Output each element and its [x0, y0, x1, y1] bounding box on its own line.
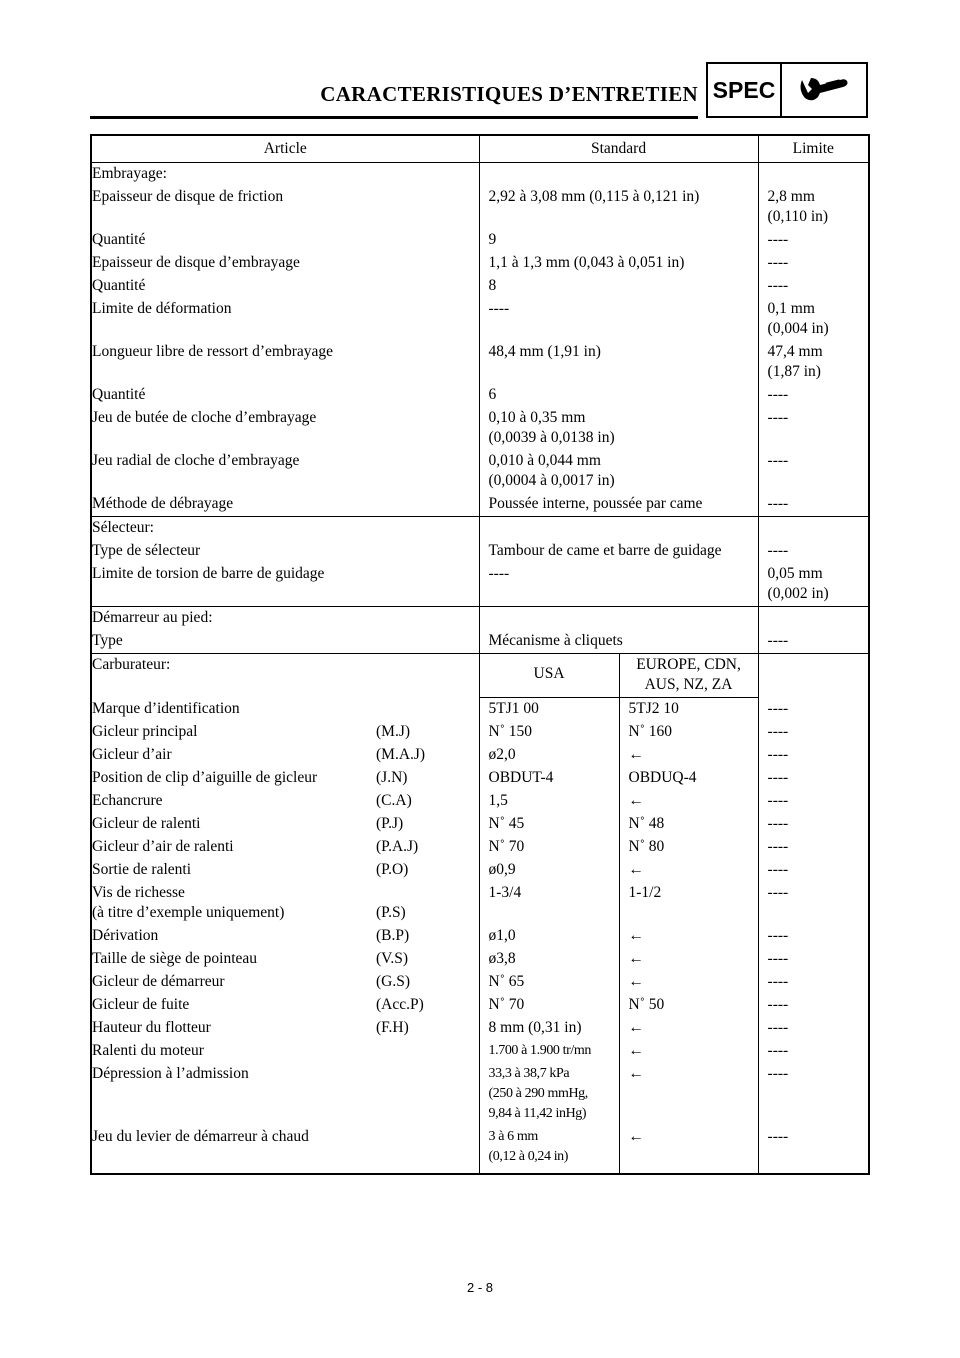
- table-row: [91, 229, 869, 252]
- row-value-europe: ←: [619, 790, 758, 813]
- row-limit: ----: [758, 971, 869, 994]
- row-limit: ----: [758, 1126, 869, 1174]
- row-label: Quantité: [92, 386, 146, 403]
- section-heading: Sélecteur:: [91, 517, 479, 541]
- table-row: [91, 813, 869, 836]
- row-label: Gicleur de ralenti: [92, 815, 201, 832]
- row-label: Limite de torsion de barre de guidage: [92, 565, 325, 582]
- row-value-europe: ←: [619, 925, 758, 948]
- table-row: [91, 384, 869, 407]
- page-header: [90, 62, 870, 120]
- col-header-standard: Standard: [479, 135, 758, 163]
- table-row: [91, 698, 869, 722]
- row-value-usa: N˚ 65: [479, 971, 619, 994]
- row-limit: ----: [758, 698, 869, 722]
- row-value-usa: 5TJ1 00: [479, 698, 619, 722]
- row-code: [376, 698, 479, 722]
- section-heading-row: [91, 517, 869, 541]
- row-limit: 0,1 mm (0,004 in): [758, 298, 869, 341]
- row-limit: ----: [758, 767, 869, 790]
- row-standard: Poussée interne, poussée par came: [479, 493, 758, 517]
- row-code: (P.S): [376, 904, 406, 921]
- table-row: [91, 298, 869, 341]
- row-standard: ----: [479, 298, 758, 341]
- row-value-usa: 8 mm (0,31 in): [479, 1017, 619, 1040]
- row-limit: ----: [758, 1040, 869, 1063]
- table-row: [91, 540, 869, 563]
- row-value-europe: ←: [619, 1017, 758, 1040]
- row-value-europe: N˚ 48: [619, 813, 758, 836]
- row-label: Dérivation: [92, 927, 159, 944]
- row-limit: ----: [758, 450, 869, 493]
- row-limit: ----: [758, 229, 869, 252]
- row-value-europe: ←: [619, 948, 758, 971]
- row-label: Gicleur de démarreur: [92, 973, 225, 990]
- row-value-europe: 5TJ2 10: [619, 698, 758, 722]
- row-label: Quantité: [92, 277, 146, 294]
- row-code: (P.A.J): [376, 838, 419, 855]
- row-value-europe: N˚ 160: [619, 721, 758, 744]
- section-heading-row: [91, 607, 869, 631]
- row-value-europe: ←: [619, 1063, 758, 1126]
- row-standard: Tambour de came et barre de guidage: [479, 540, 758, 563]
- section-heading: Embrayage:: [92, 165, 167, 182]
- row-value-usa: N˚ 150: [479, 721, 619, 744]
- row-standard: 2,92 à 3,08 mm (0,115 à 0,121 in): [479, 186, 758, 229]
- row-label: Taille de siège de pointeau: [92, 950, 258, 967]
- table-row: [91, 1017, 869, 1040]
- table-row: [91, 450, 869, 493]
- table-row: [91, 948, 869, 971]
- table-row: [91, 630, 869, 654]
- row-label: Limite de déformation: [92, 300, 232, 317]
- table-row: [91, 1040, 869, 1063]
- row-limit: ----: [758, 744, 869, 767]
- row-standard: 6: [479, 384, 758, 407]
- title-underline: [90, 116, 698, 119]
- row-label: Jeu de butée de cloche d’embrayage: [92, 409, 317, 426]
- row-code: (P.O): [376, 861, 409, 878]
- row-value-europe: N˚ 50: [619, 994, 758, 1017]
- row-label: Ralenti du moteur: [92, 1042, 204, 1059]
- row-code: [376, 1040, 479, 1063]
- row-value-usa: OBDUT-4: [479, 767, 619, 790]
- row-limit: ----: [758, 721, 869, 744]
- row-limit: ----: [758, 493, 869, 517]
- row-code: (M.J): [376, 723, 411, 740]
- table-row: [91, 252, 869, 275]
- row-code: (V.S): [376, 950, 409, 967]
- row-code: (G.S): [376, 973, 411, 990]
- row-limit: ----: [758, 407, 869, 450]
- row-limit: ----: [758, 1063, 869, 1126]
- wrench-icon-box: [780, 62, 868, 118]
- row-label: Jeu radial de cloche d’embrayage: [92, 452, 300, 469]
- section-heading-row: [91, 654, 869, 698]
- row-limit: ----: [758, 384, 869, 407]
- row-limit: ----: [758, 252, 869, 275]
- table-row: [91, 721, 869, 744]
- row-limit: ----: [758, 882, 869, 925]
- table-row: [91, 186, 869, 229]
- row-label: Méthode de débrayage: [92, 495, 234, 512]
- row-label: Type de sélecteur: [92, 542, 201, 559]
- row-limit: 0,05 mm (0,002 in): [758, 563, 869, 607]
- col-header-article: Article: [91, 135, 479, 163]
- row-value-usa: N˚ 70: [479, 836, 619, 859]
- row-label: Gicleur de fuite: [92, 996, 190, 1013]
- col-header-limit: Limite: [758, 135, 869, 163]
- row-limit: ----: [758, 275, 869, 298]
- table-row: [91, 744, 869, 767]
- row-value-usa: N˚ 45: [479, 813, 619, 836]
- row-standard: 9: [479, 229, 758, 252]
- row-limit: ----: [758, 994, 869, 1017]
- row-standard: 48,4 mm (1,91 in): [479, 341, 758, 384]
- row-code: (P.J): [376, 815, 404, 832]
- row-limit: ----: [758, 790, 869, 813]
- row-code: (C.A): [376, 792, 412, 809]
- table-row: [91, 994, 869, 1017]
- row-value-usa: ø0,9: [479, 859, 619, 882]
- row-limit: ----: [758, 836, 869, 859]
- table-row: [91, 1126, 869, 1174]
- table-row: [91, 341, 869, 384]
- table-row: [91, 767, 869, 790]
- row-code: (B.P): [376, 927, 410, 944]
- row-value-europe: N˚ 80: [619, 836, 758, 859]
- row-label: Jeu du levier de démarreur à chaud: [92, 1128, 309, 1145]
- row-label: Vis de richesse (à titre d’exemple uniquement): [92, 884, 285, 921]
- row-code: [376, 1126, 479, 1174]
- row-limit: ----: [758, 540, 869, 563]
- row-limit: ----: [758, 813, 869, 836]
- table-row: [91, 1063, 869, 1126]
- row-label: Marque d’identification: [92, 699, 240, 717]
- row-label: Gicleur d’air de ralenti: [92, 838, 234, 855]
- table-row: [91, 971, 869, 994]
- row-limit: ----: [758, 925, 869, 948]
- row-value-usa: ø2,0: [479, 744, 619, 767]
- row-standard: Mécanisme à cliquets: [479, 630, 758, 654]
- row-label: Echancrure: [92, 792, 163, 809]
- row-label: Epaisseur de disque d’embrayage: [92, 254, 300, 271]
- row-code: [376, 1063, 479, 1126]
- section-heading: Démarreur au pied:: [91, 607, 479, 631]
- row-label: Dépression à l’admission: [92, 1065, 249, 1082]
- row-limit: ----: [758, 1017, 869, 1040]
- row-label: Gicleur d’air: [92, 746, 172, 763]
- row-label: Gicleur principal: [92, 723, 198, 740]
- table-header-row: [91, 135, 869, 163]
- row-code: (M.A.J): [376, 746, 426, 763]
- row-value-europe: OBDUQ-4: [619, 767, 758, 790]
- row-limit: ----: [758, 859, 869, 882]
- page-number: 2 - 8: [466, 1280, 493, 1295]
- row-label: Type: [92, 632, 123, 649]
- row-code: (Acc.P): [376, 996, 424, 1013]
- row-label: Sortie de ralenti: [92, 861, 191, 878]
- row-value-usa: 3 à 6 mm (0,12 à 0,24 in): [479, 1126, 619, 1174]
- row-value-usa: ø1,0: [479, 925, 619, 948]
- table-row: [91, 563, 869, 607]
- row-value-usa: ø3,8: [479, 948, 619, 971]
- row-standard: ----: [479, 563, 758, 607]
- row-label: Epaisseur de disque de friction: [92, 188, 284, 205]
- section-heading: Carburateur:: [91, 654, 479, 698]
- row-label: Quantité: [92, 231, 146, 248]
- row-code: (J.N): [376, 769, 408, 786]
- table-row: [91, 836, 869, 859]
- row-label: Hauteur du flotteur: [92, 1019, 211, 1036]
- table-row: [91, 275, 869, 298]
- row-code: (F.H): [376, 1019, 409, 1036]
- table-row: [91, 925, 869, 948]
- section-heading-row: [91, 163, 869, 187]
- row-value-europe: ←: [619, 744, 758, 767]
- row-standard: 0,010 à 0,044 mm (0,0004 à 0,0017 in): [479, 450, 758, 493]
- row-value-europe: ←: [619, 971, 758, 994]
- row-limit: 2,8 mm (0,110 in): [758, 186, 869, 229]
- row-standard: 0,10 à 0,35 mm (0,0039 à 0,0138 in): [479, 407, 758, 450]
- table-row: [91, 859, 869, 882]
- table-row: [91, 882, 869, 925]
- col-header-usa: USA: [479, 654, 619, 698]
- row-value-usa: 1.700 à 1.900 tr/mn: [479, 1040, 619, 1063]
- specs-table: [90, 134, 870, 1175]
- row-standard: 1,1 à 1,3 mm (0,043 à 0,051 in): [479, 252, 758, 275]
- table-row: [91, 493, 869, 517]
- wrench-icon: [796, 75, 852, 105]
- row-value-usa: 1-3/4: [479, 882, 619, 925]
- page-title: CARACTERISTIQUES D’ENTRETIEN: [320, 82, 698, 106]
- row-value-usa: 1,5: [479, 790, 619, 813]
- row-limit: ----: [758, 630, 869, 654]
- row-value-europe: ←: [619, 1126, 758, 1174]
- table-row: [91, 790, 869, 813]
- spec-badge: SPEC: [706, 62, 782, 118]
- row-label: Longueur libre de ressort d’embrayage: [92, 343, 334, 360]
- row-value-europe: ←: [619, 1040, 758, 1063]
- table-row: [91, 407, 869, 450]
- row-value-europe: 1-1/2: [619, 882, 758, 925]
- col-header-europe: EUROPE, CDN, AUS, NZ, ZA: [619, 654, 758, 698]
- row-value-usa: 33,3 à 38,7 kPa (250 à 290 mmHg, 9,84 à 11,42 inHg): [479, 1063, 619, 1126]
- row-label: Position de clip d’aiguille de gicleur: [92, 769, 318, 786]
- row-value-usa: N˚ 70: [479, 994, 619, 1017]
- row-limit: 47,4 mm (1,87 in): [758, 341, 869, 384]
- row-standard: 8: [479, 275, 758, 298]
- row-value-europe: ←: [619, 859, 758, 882]
- row-limit: ----: [758, 948, 869, 971]
